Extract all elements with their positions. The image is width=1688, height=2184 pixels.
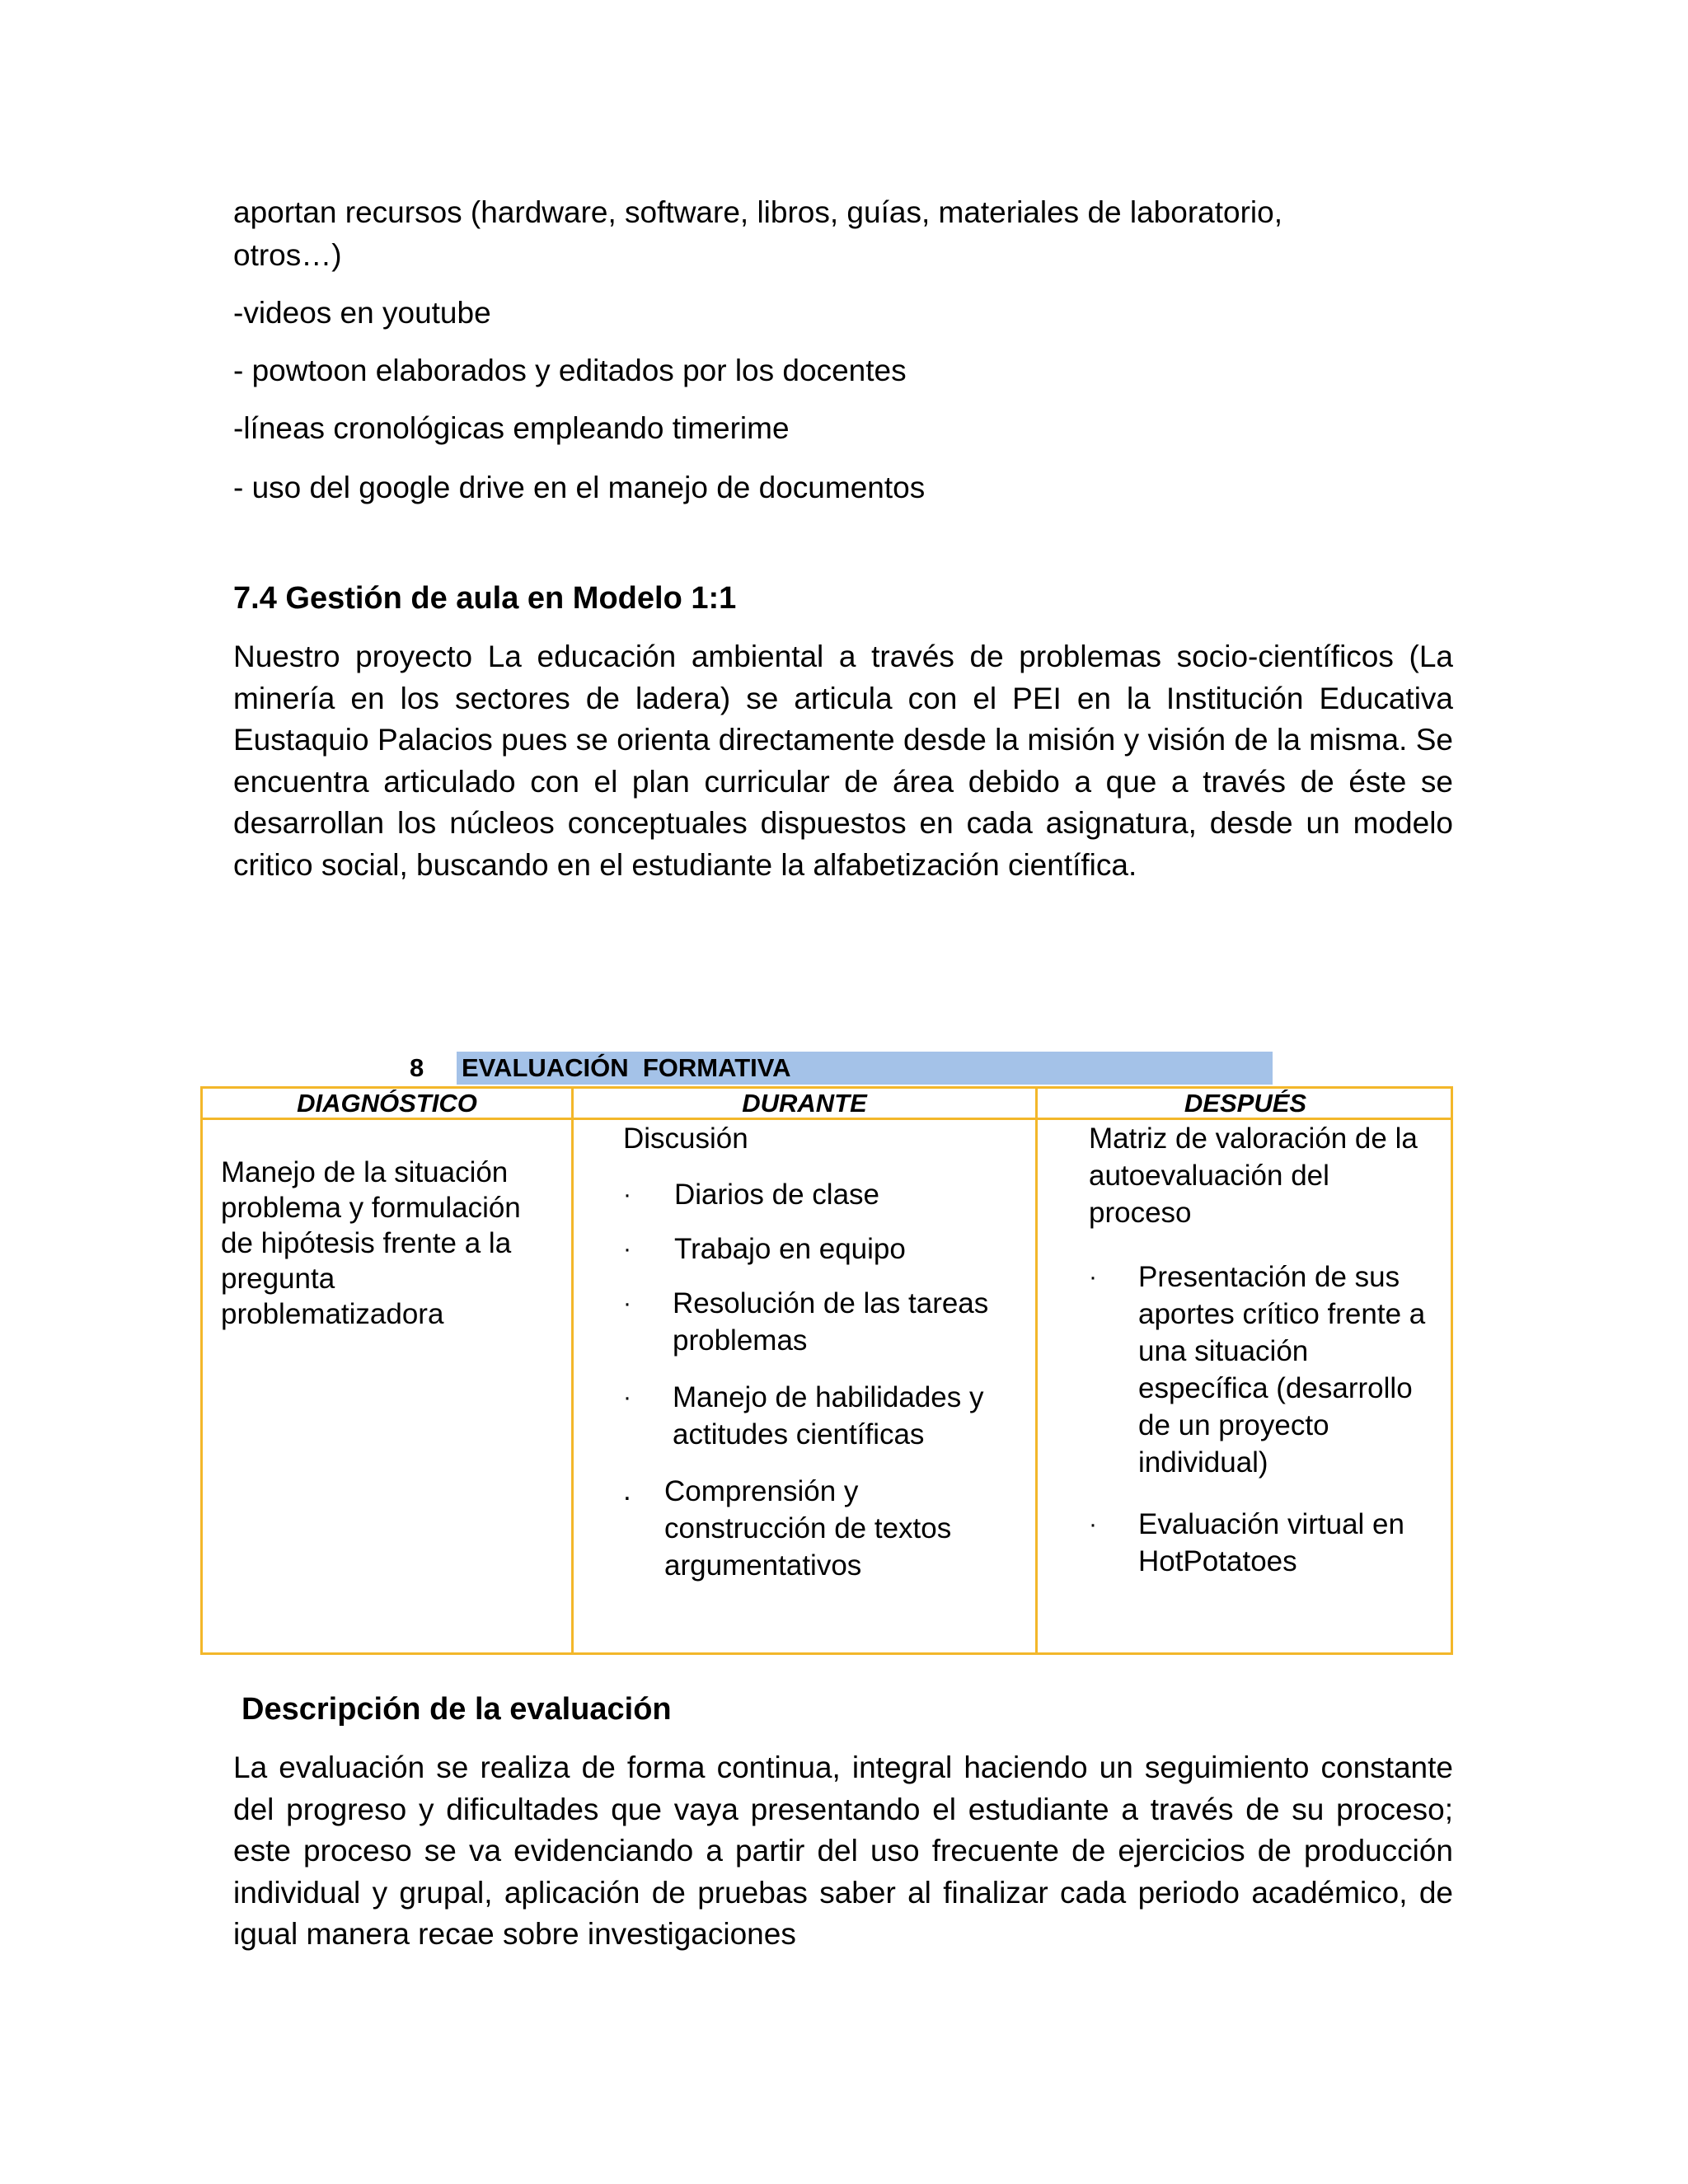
header-diagnostico: DIAGNÓSTICO <box>297 1089 477 1118</box>
durante-item-2: Trabajo en equipo <box>674 1233 906 1265</box>
despues-item-2: Evaluación virtual en HotPotatoes <box>1138 1508 1404 1577</box>
section-8-number: 8 <box>410 1053 424 1082</box>
durante-bullet-5: . <box>623 1474 631 1507</box>
header-durante: DURANTE <box>742 1089 867 1118</box>
durante-bullet-4: · <box>623 1384 631 1411</box>
column-divider-1 <box>571 1089 574 1652</box>
intro-line-3: -videos en youtube <box>233 296 491 330</box>
durante-bullet-1: · <box>623 1181 631 1208</box>
durante-bullet-3: · <box>623 1290 631 1317</box>
intro-line-2: otros…) <box>233 238 342 272</box>
intro-line-6: - uso del google drive en el manejo de documentos <box>233 471 926 504</box>
column-divider-2 <box>1035 1089 1038 1652</box>
header-despues: DESPUÉS <box>1184 1089 1307 1118</box>
durante-title: Discusión <box>623 1122 748 1155</box>
section-8-title: EVALUACIÓN FORMATIVA <box>462 1053 791 1082</box>
despues-item-1: Presentación de sus aportes crítico frente a una situación específica (desarrollo de un proyecto individual) <box>1138 1261 1426 1479</box>
section-7-4-paragraph: Nuestro proyecto La educación ambiental a través de problemas socio-científicos (La minería en los sectores de ladera) se articula con el PEI en la Institución Educativa Eustaquio Palacios pues se orienta directamente desde la misión y visión de la misma. Se encuentra articulado con el plan curricular de área debido a que a través de éste se desarrollan los núcleos conceptuales dispuestos en cada asignatura, desde un modelo critico social, buscando en el estudiante la alfabetización científica. <box>233 640 1453 882</box>
durante-bullet-2: · <box>623 1235 631 1263</box>
despues-title: Matriz de valoración de la autoevaluación del proceso <box>1089 1122 1418 1229</box>
descripcion-paragraph: La evaluación se realiza de forma continua, integral haciendo un seguimiento constante del progreso y dificultades que vaya presentando el estudiante a través de su proceso; este proceso se va evidenciando a partir del uso frecuente de ejercicios de producción individual y grupal, aplicación de pruebas saber al finalizar cada periodo académico, de igual manera recae sobre investigaciones <box>233 1750 1453 1951</box>
durante-item-1: Diarios de clase <box>674 1179 879 1211</box>
section-7-4-heading: 7.4 Gestión de aula en Modelo 1:1 <box>233 581 737 616</box>
intro-line-5: -líneas cronológicas empleando timerime <box>233 411 790 445</box>
intro-line-4: - powtoon elaborados y editados por los docentes <box>233 354 907 387</box>
descripcion-heading: Descripción de la evaluación <box>241 1692 672 1727</box>
durante-item-4: Manejo de habilidades y actitudes científicas <box>673 1381 984 1451</box>
despues-bullet-1: · <box>1089 1263 1097 1291</box>
despues-bullet-2: · <box>1089 1511 1097 1538</box>
intro-line-1: aportan recursos (hardware, software, libros, guías, materiales de laboratorio, <box>233 195 1282 229</box>
evaluation-table <box>200 1086 1453 1655</box>
durante-item-3: Resolución de las tareas problemas <box>673 1287 989 1357</box>
durante-item-5: Comprensión y construcción de textos argumentativos <box>664 1475 952 1582</box>
diagnostico-cell-text: Manejo de la situación problema y formulación de hipótesis frente a la pregunta problematizadora <box>221 1156 521 1330</box>
